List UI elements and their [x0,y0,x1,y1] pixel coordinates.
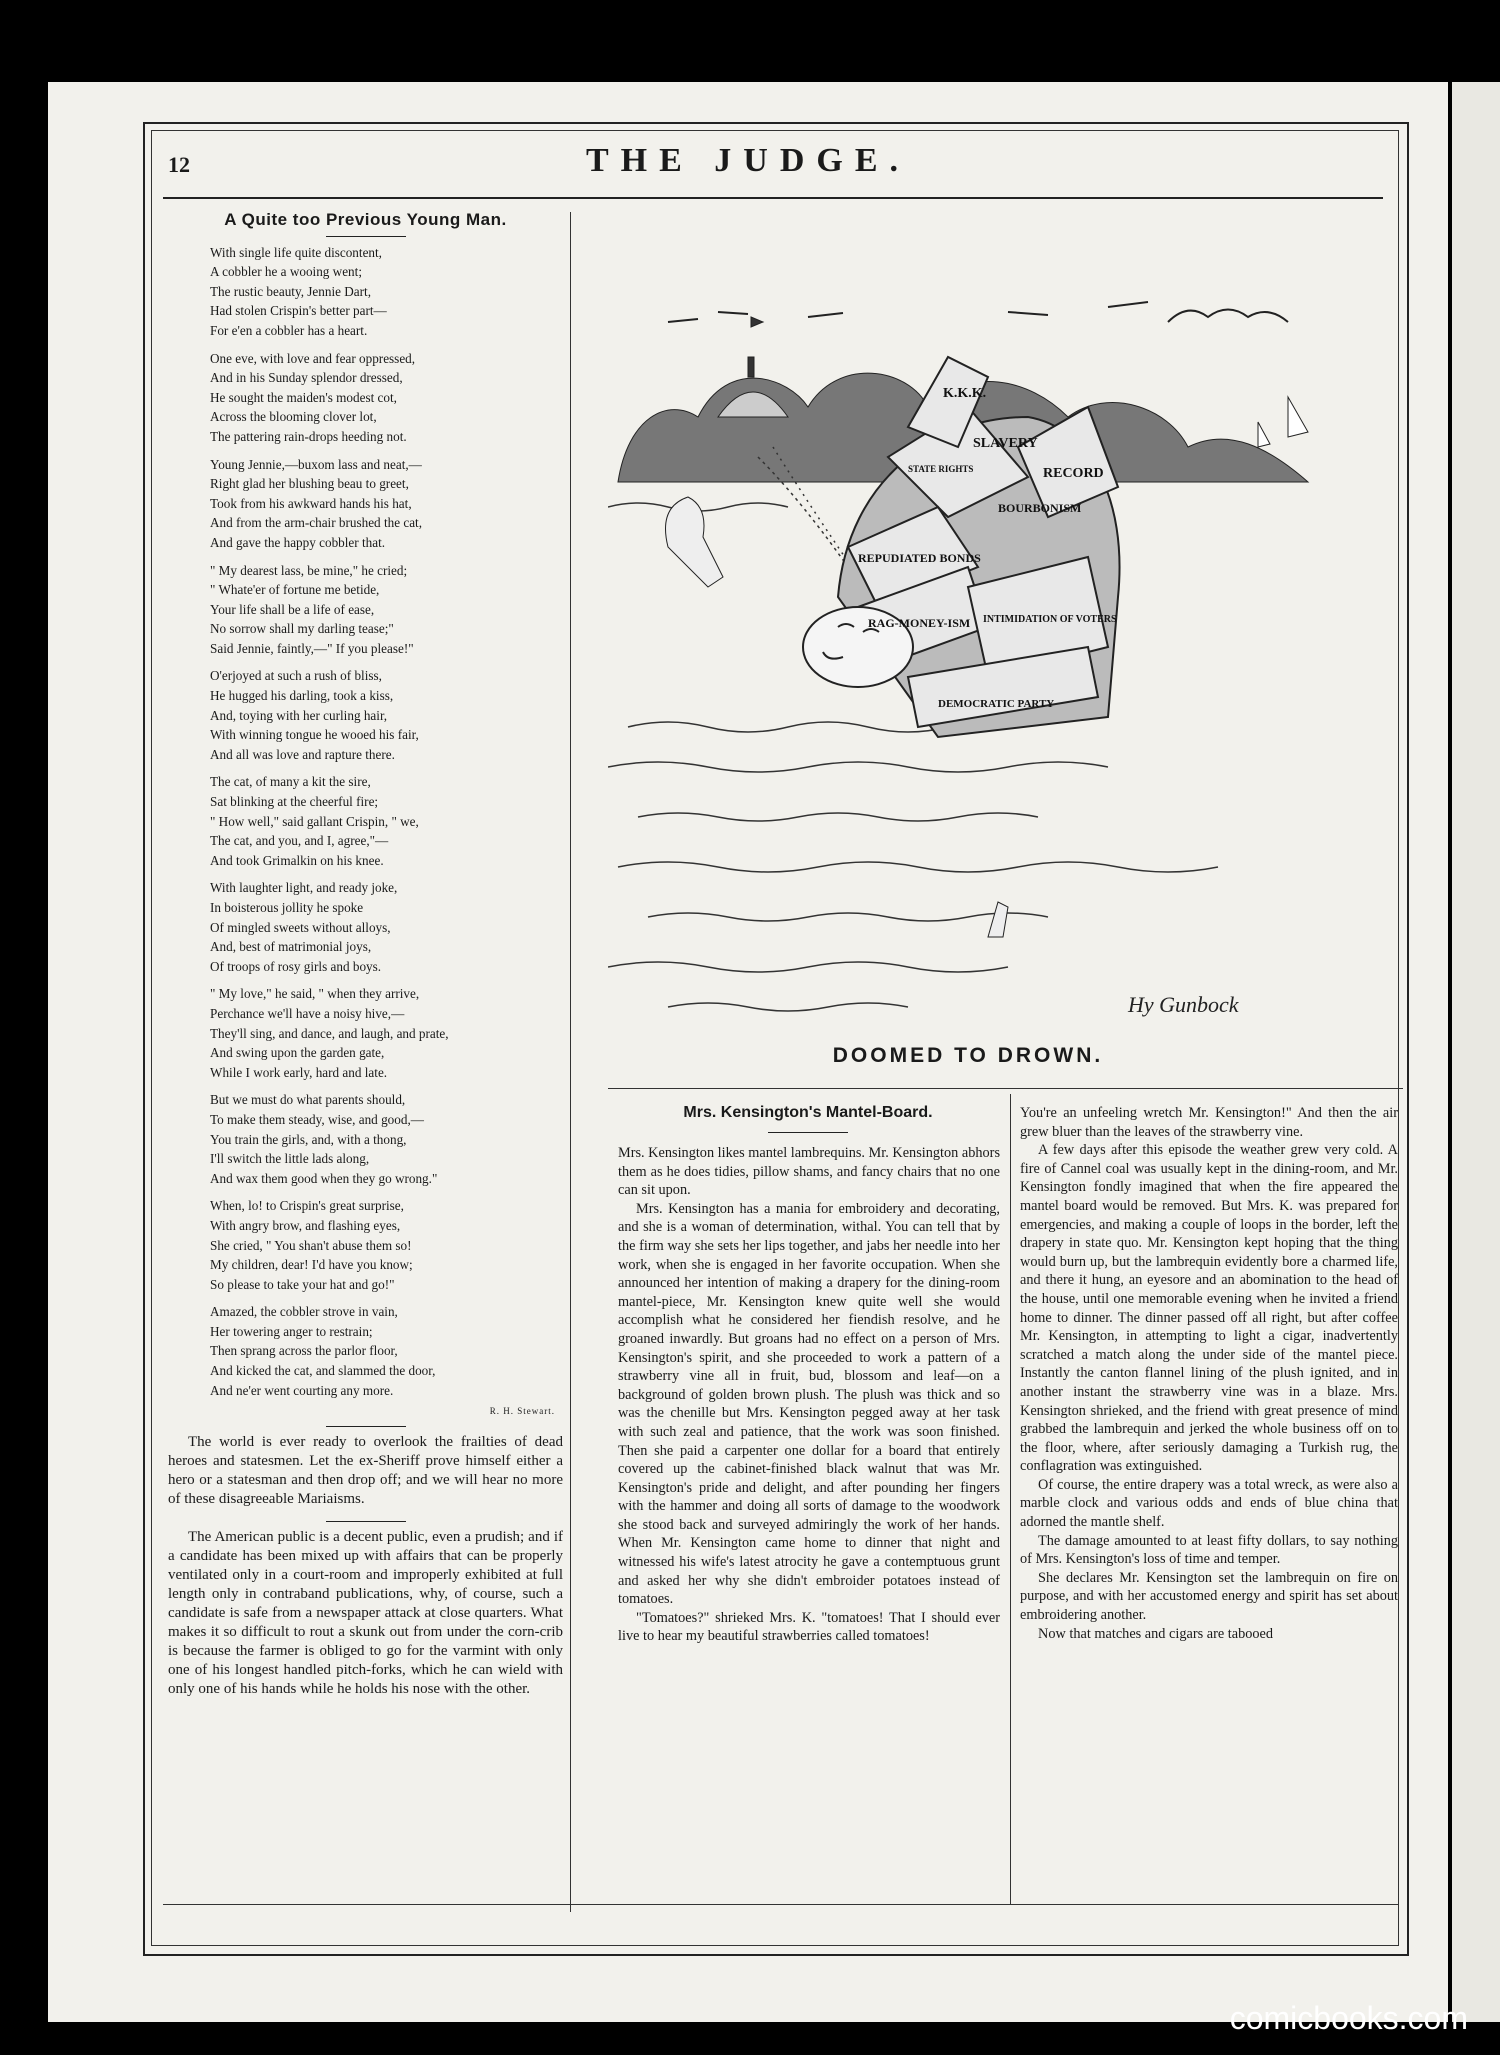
cartoon-caption: DOOMED TO DROWN. [832,1044,1104,1067]
poem-line: My children, dear! I'd have you know; [210,1257,413,1273]
poem-line: Amazed, the cobbler strove in vain, [210,1304,398,1320]
poem-line: So please to take your hat and go!" [210,1276,395,1292]
poem-body [168,243,563,1401]
poem-line: The rustic beauty, Jennie Dart, [210,283,371,299]
title-rule [326,236,406,237]
poem-line: With single life quite discontent, [210,244,382,260]
poem-signature: R. H. Stewart. [489,1406,555,1417]
poem-line: With laughter light, and ready joke, [210,880,398,896]
cartoon-illustration [608,297,1328,1037]
poem-line: No sorrow shall my darling tease;" [210,621,394,637]
story-title: Mrs. Kensington's Mantel-Board. [683,1104,933,1121]
story-paragraph: You're an unfeeling wretch Mr. Kensington!" And then the air grew bluer than the leaves of the strawberry vine. [1020,1105,1398,1140]
poem-line: Your life shall be a life of ease, [210,601,375,617]
poem-line: And took Grimalkin on his knee. [210,852,384,868]
poem-line: With winning tongue he wooed his fair, [210,727,419,743]
poem-line: " Whate'er of fortune me betide, [210,582,380,598]
story-column-2 [1020,1104,1398,1643]
header-rule [163,197,1383,199]
section-rule [326,1426,406,1427]
poem-stanza [210,666,563,764]
poem-line: Had stolen Crispin's better part— [210,303,387,319]
poem-line: I'll switch the little lads along, [210,1151,370,1167]
label-intimidation: INTIMIDATION OF VOTERS [983,614,1117,625]
facing-page-edge [1452,82,1500,2022]
poem-stanza [210,984,563,1082]
poem-line: But we must do what parents should, [210,1092,406,1108]
poem-line: O'erjoyed at such a rush of bliss, [210,668,382,684]
artist-signature: Hy Gunbock [1128,992,1239,1017]
poem-line: And gave the happy cobbler that. [210,534,386,550]
column-divider [570,212,571,1912]
poem-line: The cat, and you, and I, agree,"— [210,833,389,849]
poem-stanza [210,349,563,447]
label-democratic-party: DEMOCRATIC PARTY [938,698,1055,710]
poem-line: Her towering anger to restrain; [210,1323,373,1339]
poem-line: They'll sing, and dance, and laugh, and prate, [210,1025,449,1041]
poem-line: Said Jennie, faintly,—" If you please!" [210,640,414,656]
poem-line: And kicked the cat, and slammed the door, [210,1363,436,1379]
story-paragraph: Of course, the entire drapery was a total wreck, as were also a marble clock and various odds and ends of blue china that adorned the mantle shelf. [1020,1476,1398,1531]
poem-line: And, toying with her curling hair, [210,707,388,723]
sinking-hand [988,902,1008,937]
poem-line: Right glad her blushing beau to greet, [210,476,409,492]
poem-line: And ne'er went courting any more. [210,1382,394,1398]
poem-line: Perchance we'll have a noisy hive,— [210,1005,405,1021]
cartoon-bottom-rule [608,1088,1403,1089]
poem-line: Then sprang across the parlor floor, [210,1343,398,1359]
poem-stanza [210,243,563,341]
poem-stanza [210,455,563,553]
poem-line: Of troops of rosy girls and boys. [210,958,382,974]
section-rule-2 [326,1521,406,1522]
poem-line: And, best of matrimonial joys, [210,939,372,955]
poem-stanza [210,1302,563,1400]
bottom-rule [163,1904,1398,1905]
poem-line: To make them steady, wise, and good,— [210,1111,424,1127]
left-column [168,210,563,1711]
poem-line: A cobbler he a wooing went; [210,264,362,280]
label-slavery: SLAVERY [973,436,1038,451]
poem-line: While I work early, hard and late. [210,1064,388,1080]
site-watermark: comicbooks.com [1229,2000,1468,2036]
poem-line: And all was love and rapture there. [210,746,395,762]
masthead: THE JUDGE. [585,142,911,179]
page-number: 12 [168,152,190,177]
poem-line: Across the blooming clover lot, [210,409,377,425]
poem-line: And wax them good when they go wrong." [210,1170,438,1186]
poem-title: A Quite too Previous Young Man. [224,210,507,229]
poem-line: When, lo! to Crispin's great surprise, [210,1198,404,1214]
story-paragraph: A few days after this episode the weather grew very cold. A fire of Cannel coal was usually kept in the dining-room, and Mr. Kensington fondly imagined that when the fire appeared the mantel board would be removed. But Mrs. K. was prepared for emergencies, and making a couple of loops in the border, left the drapery in state quo. Mr. Kensington kept hoping that the thing would burn up, but the lambrequin evidently bore a charmed life, and there it hung, an eyesore and an abomination to the head of the house, until one memorable evening when he invited a friend home to dinner. The dinner passed off all right, but after coffee Mr. Kensington, in attempting to light a cigar, inadvertently scratched a match along the under side of the mantel piece. Instantly the canton flannel lining of the plush ignited, and in another instant the strawberry vine was in a blaze. Mrs. Kensington shrieked, and the friend with great presence of mind grabbed the lambrequin and jerked the whole business off on to the floor, where, after seriously damaging a Turkish rug, the conflagration was extinguished. [1020,1142,1398,1475]
poem-line: With angry brow, and flashing eyes, [210,1217,401,1233]
poem-stanza [210,561,563,659]
poem-line: And from the arm-chair brushed the cat, [210,515,423,531]
poem-line: You train the girls, and, with a thong, [210,1131,407,1147]
paragraph-american-public: The American public is a decent public, even a prudish; and if a candidate has been mixed up with affairs that can be properly ventilated only in a court-room and improperly exhibited at full length only in contraband publications, why, of course, such a candidate is safe from a newspaper attack at close quarters. What makes it so difficult to rout a skunk out from under the corn-crib is because the farmer is obliged to go for the varmint with only one of his longest handled pitch-forks, which he can wield with only one of his hands while he holds his nose with the other. [168,1528,563,1697]
poem-line: Sat blinking at the cheerful fire; [210,794,379,810]
poem-line: For e'en a cobbler has a heart. [210,322,368,338]
poem-stanza [210,1196,563,1294]
poem-line: One eve, with love and fear oppressed, [210,350,416,366]
story-paragraph: "Tomatoes?" shrieked Mrs. K. "tomatoes! That I should ever live to hear my beautiful strawberries called tomatoes! [618,1609,1000,1645]
story-paragraph: She declares Mr. Kensington set the lambrequin on fire on purpose, and with her accustomed energy and spirit has set about embroidering another. [1020,1569,1398,1624]
magazine-page [48,82,1448,2022]
poem-line: He hugged his darling, took a kiss, [210,688,394,704]
sailboats [1258,397,1308,447]
story-paragraph: The damage amounted to at least fifty dollars, to say nothing of Mrs. Kensington's loss of time and temper. [1020,1532,1398,1568]
poem-line: Of mingled sweets without alloys, [210,919,391,935]
story-title-rule [768,1132,848,1133]
poem-line: She cried, " You shan't abuse them so! [210,1237,412,1253]
story-paragraph: Mrs. Kensington has a mania for embroidery and decorating, and she is a woman of determination, withal. You can tell that by the firm way she sets her lips together, and jabs her needle into her work, when she is engaged in her favorite occupation. When she announced her intention of making a drapery for the dining-room mantel-piece, Mr. Kensington knew quite well she would accomplish what he considered her fiendish resolve, and he groaned inwardly. But groans had no effect on a person of Mrs. Kensington's spirit, and she proceeded to work a pattern of a strawberry vine all in fruit, bud, blossom and leaf—on a background of golden brown plush. The plush was thick and so was the chenille but Mrs. Kensington pegged away at her task with such zeal and patience, that the work was soon finished. Then she paid a carpenter one dollar for a board that entirely covered up the cabinet-finished black walnut that was Mr. Kensington's pride and delight, and after pounding her fingers with the hammer and doing all sorts of damage to the woodwork she stood back and surveyed admiringly the work of her hands. When Mr. Kensington came home to dinner that night and witnessed his wife's latest atrocity he gave a contemptuous grunt and asked her why she didn't embroider potatoes instead of tomatoes. [618,1200,1000,1608]
label-bourbonism: BOURBONISM [998,501,1082,515]
label-repudiated-bonds: REPUDIATED BONDS [858,551,981,565]
label-record: RECORD [1043,466,1104,481]
poem-line: The cat, of many a kit the sire, [210,774,371,790]
poem-stanza [210,772,563,870]
label-rag-money: RAG-MONEY-ISM [868,616,971,630]
paragraph-sheriff: The world is ever ready to overlook the frailties of dead heroes and statesmen. Let the ex-Sheriff prove himself either a hero or a statesman and then drop off; and we will hear no more of these disagreeable Mariaisms. [168,1433,563,1507]
label-state-rights: STATE RIGHTS [908,464,974,474]
poem-line: Took from his awkward hands his hat, [210,495,412,511]
poem-line: He sought the maiden's modest cot, [210,389,397,405]
poem-line: Young Jennie,—buxom lass and neat,— [210,456,422,472]
poem-stanza [210,878,563,976]
story-column-divider [1010,1094,1011,1904]
story-paragraph: Now that matches and cigars are tabooed [1038,1625,1274,1642]
poem-line: " My dearest lass, be mine," he cried; [210,562,408,578]
poem-line: The pattering rain-drops heeding not. [210,428,407,444]
poem-line: And swing upon the garden gate, [210,1045,385,1061]
poem-line: In boisterous jollity he spoke [210,900,364,915]
story-column-1 [618,1144,1000,1646]
poem-line: " My love," he said, " when they arrive, [210,986,420,1002]
story-paragraph: Mrs. Kensington likes mantel lambrequins. Mr. Kensington abhors them as he does tidies, pillow shams, and fancy chairs that no one can sit upon. [618,1145,1001,1199]
label-kkk: K.K.K. [943,386,987,401]
poem-stanza [210,1090,563,1188]
poem-line: " How well," said gallant Crispin, " we, [210,813,419,829]
poem-line: And in his Sunday splendor dressed, [210,370,403,386]
